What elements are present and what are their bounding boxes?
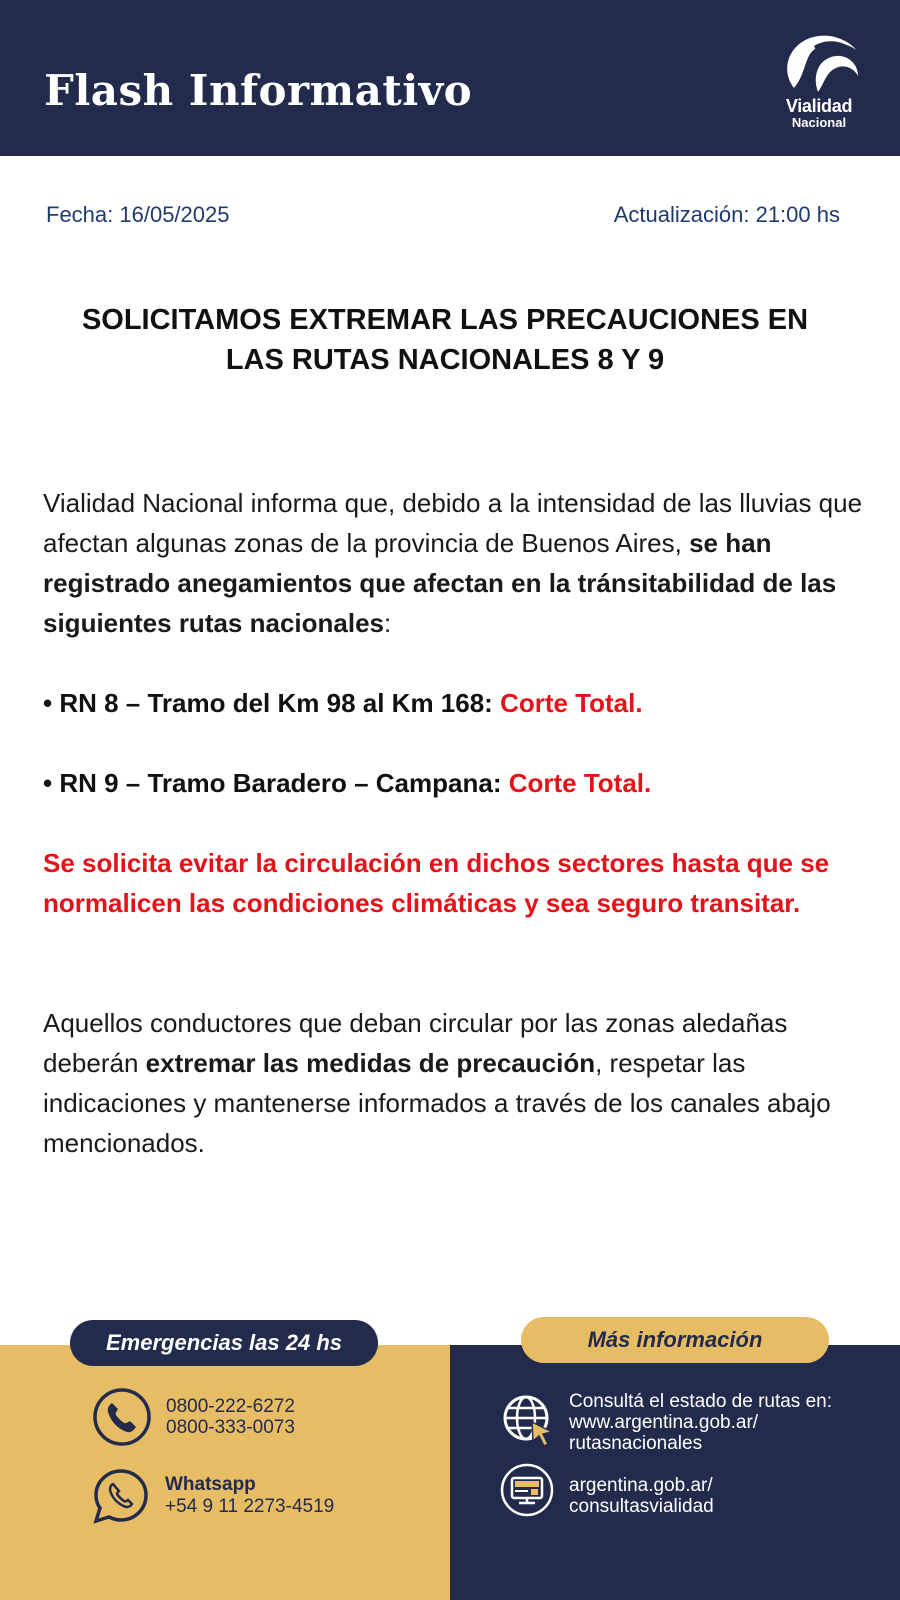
- warning-paragraph: Se solicita evitar la circulación en dichos sectores hasta que se normalicen las condiciones climáticas y sea seguro transitar.: [43, 848, 830, 918]
- route-status: Corte Total.: [500, 688, 643, 718]
- closing-bold-text: extremar las medidas de precaución: [145, 1048, 596, 1078]
- intro-end: :: [384, 608, 392, 638]
- headline-line-2: LAS RUTAS NACIONALES 8 Y 9: [225, 344, 665, 376]
- route-item-rn8: [43, 683, 643, 723]
- consult-link-line-2[interactable]: consultasvialidad: [569, 1496, 714, 1517]
- web-link-line-1[interactable]: www.argentina.gob.ar/: [569, 1412, 759, 1433]
- vialidad-logo: [764, 26, 874, 132]
- emergency-title-pill: Emergencias las 24 hs: [70, 1320, 378, 1366]
- logo-text-nacional: Nacional: [791, 115, 847, 130]
- phone-icon: [92, 1387, 152, 1452]
- consult-link-line-1[interactable]: argentina.gob.ar/: [569, 1475, 713, 1496]
- info-title-pill: Más información: [521, 1317, 829, 1363]
- headline-line-1: SOLICITAMOS EXTREMAR LAS PRECAUCIONES EN: [81, 304, 809, 336]
- whatsapp-number[interactable]: +54 9 11 2273-4519: [165, 1496, 335, 1517]
- update-time: Actualización: 21:00 hs: [613, 202, 840, 227]
- route-label: • RN 8 – Tramo del Km 98 al Km 168:: [43, 688, 501, 718]
- closing-paragraph: [43, 1003, 863, 1163]
- phone-number-2[interactable]: 0800-333-0073: [166, 1417, 295, 1438]
- route-label: • RN 9 – Tramo Baradero – Campana:: [43, 768, 509, 798]
- globe-cursor-icon: [502, 1394, 556, 1453]
- whatsapp-icon: [92, 1467, 150, 1530]
- web-info-label: Consultá el estado de rutas en:: [569, 1391, 833, 1412]
- closing-text-end: , respetar las indicaciones y mantenerse informados a través de los canales abajo mencionados.: [43, 1048, 831, 1158]
- footer-emergency-panel: [0, 1345, 450, 1600]
- closing-text: Aquellos conductores que deban circular por las zonas aledañas deberán: [43, 1008, 788, 1078]
- computer-icon: [500, 1463, 554, 1522]
- headline: [40, 300, 850, 380]
- whatsapp-label: Whatsapp: [165, 1474, 256, 1495]
- logo-text-vialidad: Vialidad: [785, 96, 853, 116]
- intro-bold-text: se han registrado anegamientos que afectan en la tránsitabilidad de las siguientes rutas nacionales: [43, 528, 837, 638]
- web-link-line-2[interactable]: rutasnacionales: [569, 1433, 703, 1454]
- road-swoosh-icon: [774, 26, 864, 96]
- route-item-rn9: [43, 763, 651, 803]
- report-date: Fecha: 16/05/2025: [46, 202, 230, 227]
- route-status: Corte Total.: [508, 768, 652, 798]
- intro-paragraph: [43, 483, 863, 643]
- header-bar: [0, 0, 900, 156]
- intro-text: Vialidad Nacional informa que, debido a la intensidad de las lluvias que afectan algunas zonas de la provincia de Buenos Aires,: [43, 488, 863, 558]
- page-title: Flash Informativo: [44, 66, 473, 115]
- phone-number-1[interactable]: 0800-222-6272: [166, 1396, 295, 1417]
